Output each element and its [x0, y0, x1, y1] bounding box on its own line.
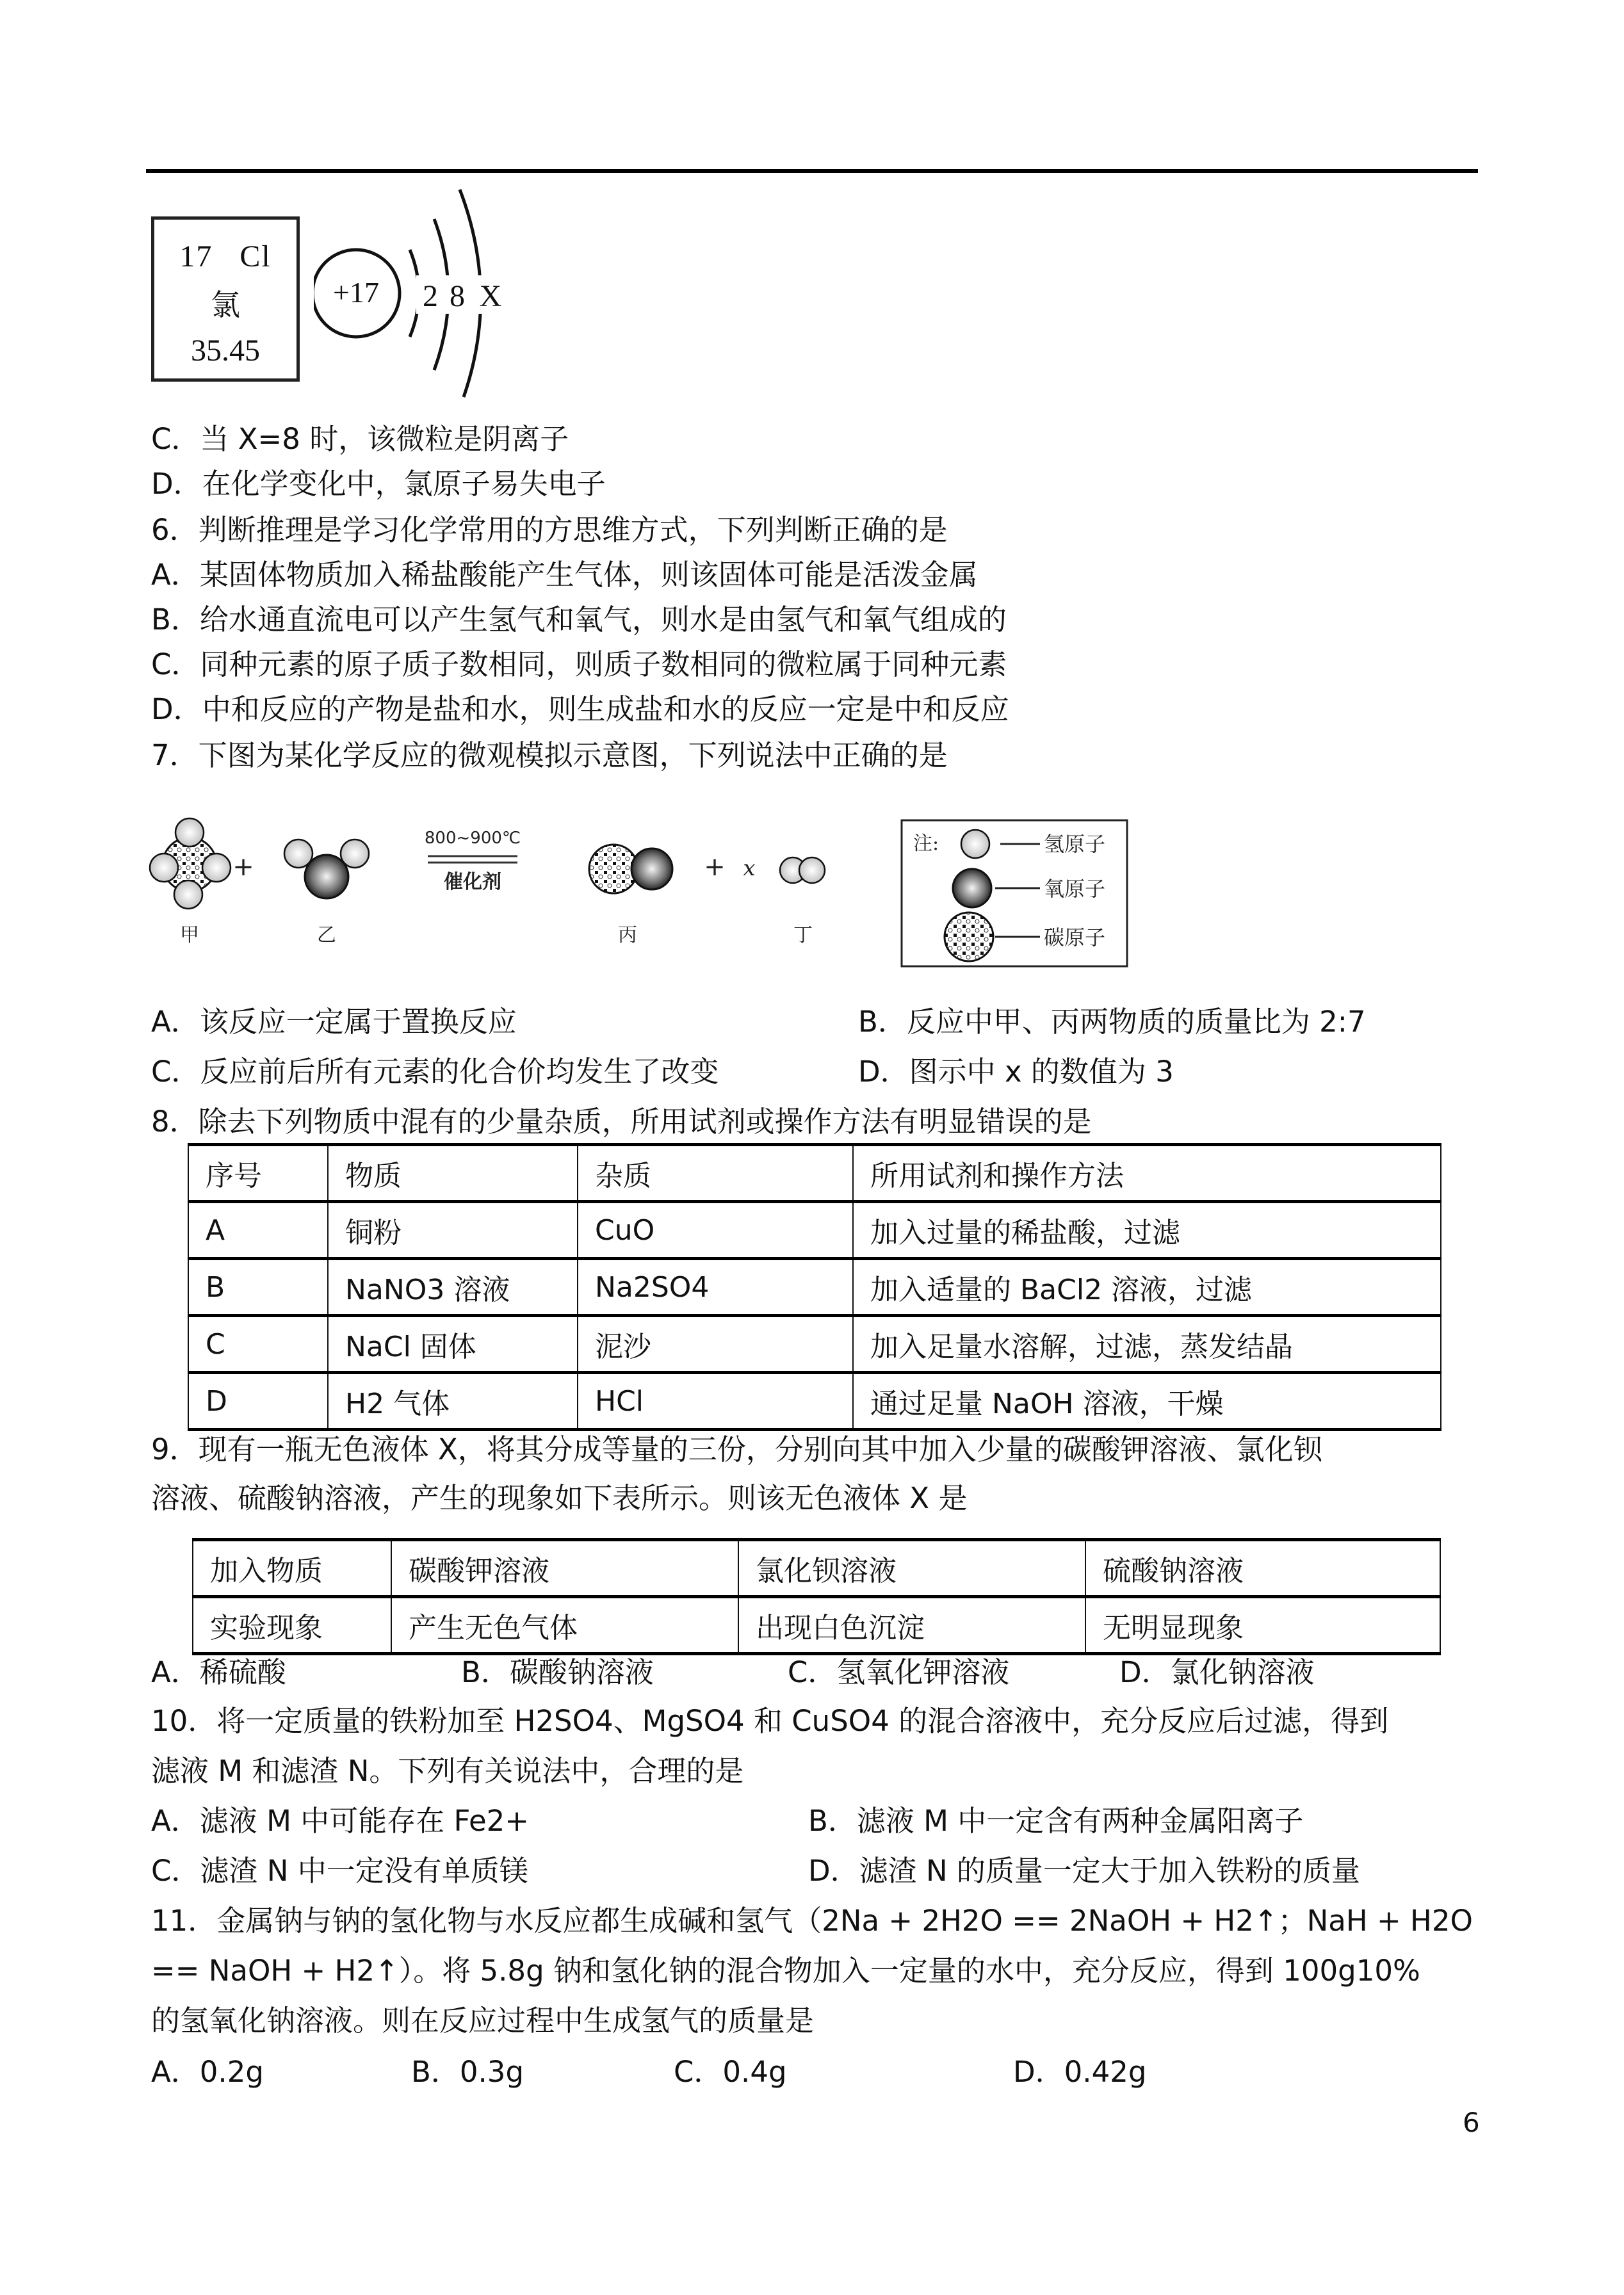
option-letter: A．	[151, 1804, 200, 1838]
table-cell: HCl	[578, 1373, 853, 1430]
hydrogen-atom	[174, 880, 202, 909]
table-row	[193, 1597, 1440, 1654]
hydrogen-atom	[202, 854, 231, 882]
table-cell: 加入物质	[193, 1540, 391, 1597]
option-letter: D．	[808, 1854, 859, 1888]
option-text: 图示中 x 的数值为 3	[909, 1055, 1174, 1089]
plus-sign: +	[232, 852, 254, 882]
option-letter: A．	[151, 1005, 200, 1039]
q9-option-b	[461, 1655, 654, 1691]
page-number: 6	[1463, 2107, 1480, 2138]
q9-table	[192, 1538, 1441, 1655]
molecule-yi-h2o	[284, 839, 369, 898]
option-letter: D．	[151, 692, 202, 726]
option-text: 某固体物质加入稀盐酸能产生气体，则该固体可能是活泼金属	[199, 558, 978, 592]
table-cell: NaNO3 溶液	[328, 1259, 578, 1316]
option-text: 滤液 M 中可能存在 Fe2+	[199, 1804, 529, 1838]
table-cell: 铜粉	[328, 1202, 578, 1259]
option-letter: B．	[858, 1005, 907, 1039]
header-cell: 物质	[328, 1145, 578, 1202]
reaction-micro-diagram	[146, 816, 1171, 989]
molecule-ding-h2	[780, 857, 825, 883]
element-name: 氯	[211, 289, 240, 321]
option-text: 稀硫酸	[199, 1655, 286, 1689]
oxygen-atom	[631, 848, 672, 889]
option-letter: B．	[151, 603, 200, 637]
hydrogen-atom	[150, 854, 178, 882]
option-text: 在化学变化中，氯原子易失电子	[202, 467, 606, 501]
option-text: 反应前后所有元素的化合价均发生了改变	[200, 1055, 719, 1089]
q6-stem: 6．判断推理是学习化学常用的方思维方式，下列判断正确的是	[151, 513, 948, 547]
table-cell: 出现白色沉淀	[738, 1597, 1085, 1654]
table-cell: 泥沙	[578, 1316, 853, 1373]
option-text: 氯化钠溶液	[1170, 1655, 1315, 1689]
condition-temperature: 800~900℃	[424, 829, 521, 848]
q5-option-c	[151, 421, 569, 457]
q11-option-b	[411, 2054, 524, 2090]
option-text: 中和反应的产物是盐和水，则生成盐和水的反应一定是中和反应	[202, 692, 1009, 726]
q6-option-a	[151, 557, 978, 593]
nucleus-charge: +17	[333, 276, 379, 309]
shell-electrons-2: 8	[450, 279, 465, 313]
q9-stem-line-2: 溶液、硫酸钠溶液，产生的现象如下表所示。则该无色液体 X 是	[151, 1481, 968, 1515]
shell-electrons-3: X	[479, 279, 502, 313]
q11-stem-line-3: 的氢氧化钠溶液。则在反应过程中生成氢气的质量是	[151, 2004, 815, 2038]
legend-carbon-label: 碳原子	[1044, 925, 1106, 950]
molecule-bing-co	[589, 845, 672, 893]
legend-title: 注:	[913, 832, 939, 855]
q11-option-d	[1013, 2054, 1146, 2090]
option-text: 该反应一定属于置换反应	[199, 1005, 517, 1039]
q7-option-a	[151, 1004, 517, 1040]
option-text: 0.2g	[199, 2055, 264, 2089]
header-cell: 所用试剂和操作方法	[853, 1145, 1441, 1202]
table-row	[193, 1540, 1440, 1597]
table-cell: C	[188, 1316, 328, 1373]
q7-option-d	[858, 1054, 1174, 1090]
table-cell: B	[188, 1259, 328, 1316]
option-text: 0.42g	[1064, 2055, 1147, 2089]
option-text: 0.4g	[722, 2055, 787, 2089]
table-cell: H2 气体	[328, 1373, 578, 1430]
q6-option-d	[151, 692, 1009, 727]
q8-table	[188, 1143, 1441, 1431]
molecule-jia-ch4	[150, 818, 231, 909]
option-text: 给水通直流电可以产生氢气和氧气，则水是由氢气和氧气组成的	[199, 603, 1007, 637]
q11-stem-line-1: 11．金属钠与钠的氢化物与水反应都生成碱和氢气（2Na + 2H2O == 2NaOH + H2↑；NaH + H2O	[151, 1904, 1473, 1938]
legend-oxygen-icon	[953, 869, 991, 907]
option-letter: D．	[1013, 2055, 1064, 2089]
option-text: 滤渣 N 中一定没有单质镁	[200, 1854, 528, 1888]
atom-structure-diagram	[314, 186, 532, 416]
q9-option-d	[1119, 1655, 1315, 1691]
table-cell: 通过足量 NaOH 溶液，干燥	[853, 1373, 1441, 1430]
table-cell: 硫酸钠溶液	[1085, 1540, 1440, 1597]
option-letter: D．	[151, 467, 202, 501]
option-letter: D．	[858, 1055, 909, 1089]
option-letter: B．	[411, 2055, 460, 2089]
q11-stem-line-2: == NaOH + H2↑）。将 5.8g 钠和氢化钠的混合物加入一定量的水中，充分反应，得到 100g10%	[151, 1954, 1420, 1988]
table-row	[188, 1373, 1441, 1430]
element-card-chlorine	[151, 216, 300, 382]
option-text: 当 X=8 时，该微粒是阴离子	[200, 422, 569, 456]
legend-oxygen-label: 氧原子	[1044, 877, 1106, 901]
table-cell: Na2SO4	[578, 1259, 853, 1316]
legend-hydrogen-label: 氢原子	[1044, 832, 1106, 856]
q5-option-d	[151, 466, 606, 502]
coefficient-x: x	[743, 856, 756, 881]
option-letter: C．	[788, 1655, 837, 1689]
q6-option-c	[151, 647, 1007, 683]
q10-option-c	[151, 1853, 528, 1889]
option-text: 0.3g	[459, 2055, 524, 2089]
q6-option-b	[151, 602, 1007, 638]
table-cell: 无明显现象	[1085, 1597, 1440, 1654]
header-rule	[146, 169, 1478, 173]
option-letter: B．	[461, 1655, 510, 1689]
atomic-number: 17	[179, 239, 213, 273]
table-cell: NaCl 固体	[328, 1316, 578, 1373]
hydrogen-atom	[799, 857, 825, 883]
hydrogen-atom	[175, 818, 204, 847]
q7-option-c	[151, 1054, 719, 1090]
q9-stem-line-1: 9．现有一瓶无色液体 X，将其分成等量的三份，分别向其中加入少量的碳酸钾溶液、氯化钡	[151, 1432, 1322, 1466]
q10-stem-line-2: 滤液 M 和滤渣 N。下列有关说法中，合理的是	[151, 1754, 744, 1788]
option-letter: C．	[674, 2055, 723, 2089]
label-jia: 甲	[180, 924, 199, 946]
option-letter: C．	[151, 647, 200, 681]
option-letter: C．	[151, 1055, 200, 1089]
table-cell: 加入足量水溶解，过滤，蒸发结晶	[853, 1316, 1441, 1373]
table-row	[188, 1259, 1441, 1316]
element-card-top-row	[154, 239, 296, 274]
plus-sign: +	[704, 852, 726, 882]
label-yi: 乙	[317, 924, 336, 946]
atomic-mass: 35.45	[191, 334, 260, 368]
table-cell: 实验现象	[193, 1597, 391, 1654]
oxygen-atom	[305, 855, 348, 898]
q7-option-b	[858, 1004, 1366, 1040]
option-letter: C．	[151, 422, 200, 456]
table-cell: 产生无色气体	[391, 1597, 738, 1654]
q9-option-a	[151, 1655, 286, 1691]
table-cell: 氯化钡溶液	[738, 1540, 1085, 1597]
q10-stem-line-1: 10．将一定质量的铁粉加至 H2SO4、MgSO4 和 CuSO4 的混合溶液中，充分反应后过滤，得到	[151, 1704, 1389, 1738]
q7-stem: 7．下图为某化学反应的微观模拟示意图，下列说法中正确的是	[151, 738, 948, 772]
condition-catalyst: 催化剂	[444, 871, 501, 893]
label-ding: 丁	[793, 924, 813, 946]
table-cell: CuO	[578, 1202, 853, 1259]
atom-legend	[902, 820, 1127, 966]
q11-option-a	[151, 2054, 264, 2090]
table-row	[188, 1316, 1441, 1373]
option-letter: B．	[808, 1804, 857, 1838]
header-cell: 序号	[188, 1145, 328, 1202]
option-letter: D．	[1119, 1655, 1171, 1689]
shell-electrons-1: 2	[423, 279, 438, 313]
legend-hydrogen-icon	[961, 830, 989, 858]
table-cell: D	[188, 1373, 328, 1430]
q8-stem: 8．除去下列物质中混有的少量杂质，所用试剂或操作方法有明显错误的是	[151, 1105, 1092, 1139]
table-header-row	[188, 1145, 1441, 1202]
option-text: 碳酸钠溶液	[509, 1655, 654, 1689]
option-letter: A．	[151, 558, 200, 592]
q10-option-a	[151, 1803, 529, 1839]
q10-option-b	[808, 1803, 1303, 1839]
element-symbol: Cl	[240, 239, 272, 273]
option-letter: C．	[151, 1854, 200, 1888]
label-bing: 丙	[618, 924, 637, 946]
option-letter: A．	[151, 1655, 200, 1689]
legend-carbon-icon	[945, 912, 993, 961]
option-text: 同种元素的原子质子数相同，则质子数相同的微粒属于同种元素	[200, 647, 1007, 681]
q10-option-d	[808, 1853, 1360, 1889]
q11-option-c	[674, 2054, 787, 2090]
option-letter: A．	[151, 2055, 200, 2089]
table-cell: 加入适量的 BaCl2 溶液，过滤	[853, 1259, 1441, 1316]
table-cell: 加入过量的稀盐酸，过滤	[853, 1202, 1441, 1259]
option-text: 滤渣 N 的质量一定大于加入铁粉的质量	[859, 1854, 1360, 1888]
table-cell: A	[188, 1202, 328, 1259]
option-text: 反应中甲、丙两物质的质量比为 2:7	[906, 1005, 1366, 1039]
option-text: 滤液 M 中一定含有两种金属阳离子	[856, 1804, 1304, 1838]
header-cell: 杂质	[578, 1145, 853, 1202]
option-text: 氢氧化钾溶液	[836, 1655, 1010, 1689]
q9-option-c	[788, 1655, 1009, 1691]
table-row	[188, 1202, 1441, 1259]
table-cell: 碳酸钾溶液	[391, 1540, 738, 1597]
